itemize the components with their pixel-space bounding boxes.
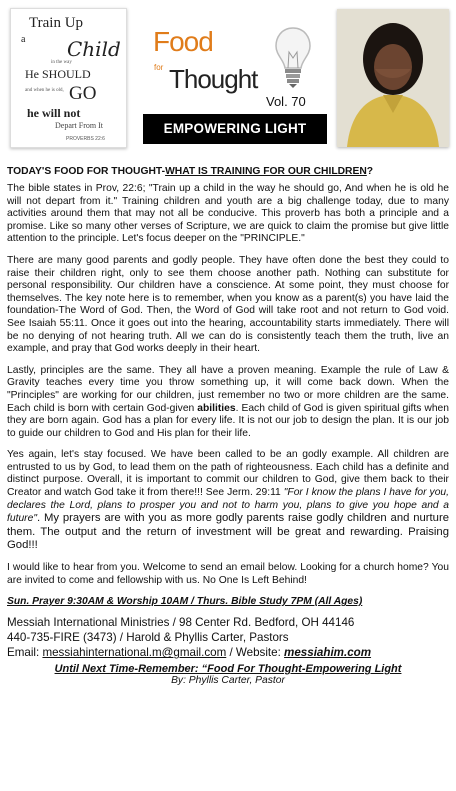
signoff: Until Next Time-Remember: “Food For Thought-Empowering Light bbox=[54, 663, 402, 676]
volume-number: Vol. 70 bbox=[266, 94, 306, 109]
paragraph-3 bbox=[7, 365, 449, 441]
proverb-image bbox=[10, 8, 127, 148]
service-schedule: Sun. Prayer 9:30AM & Worship 10AM / Thurs. Bible Study 7PM (All Ages) bbox=[7, 596, 363, 608]
paragraph-3-part-c: . Each child of God is given spiritual gifts when they are born again. God has a plan for every life. It is not our job to design the plan. It is our job to guide our children to God and His plan for their life. bbox=[7, 402, 449, 439]
lightbulb-icon bbox=[272, 24, 314, 90]
brand-for: for bbox=[154, 63, 164, 72]
headline-lead: TODAY'S FOOD FOR THOUGHT- bbox=[7, 166, 166, 177]
pastor-photo bbox=[337, 9, 449, 147]
website-link[interactable]: messiahim.com bbox=[284, 646, 372, 660]
proverb-line-child: Child bbox=[67, 37, 121, 61]
email-link[interactable]: messiahinternational.m@gmail.com bbox=[42, 646, 227, 660]
paragraph-4 bbox=[7, 449, 449, 553]
proverb-line-go: GO bbox=[69, 83, 97, 104]
website-label: / Website: bbox=[226, 646, 285, 660]
byline: By: Phyllis Carter, Pastor bbox=[171, 675, 285, 687]
brand-thought: Thought bbox=[169, 64, 258, 94]
contact-phone-pastors: 440-735-FIRE (3473) / Harold & Phyllis Carter, Pastors bbox=[7, 631, 289, 645]
proverb-line-a: a bbox=[21, 34, 26, 45]
paragraph-1: The bible states in Prov, 22:6; "Train up a child in the way he should go, And when he is old he will not depart from it." Training children and youth are a big challenge today, due to many activities around them that may not all be conducive. This proverb has both a principle and a promise. Like so many other verses of Scripture, we are quick to claim the promise but give little attention to the principle. Let's focus deeper on the "PRINCIPLE." bbox=[7, 183, 449, 245]
contact-email-website bbox=[7, 645, 449, 660]
paragraph-3-abilities: abilities bbox=[197, 402, 236, 414]
brand-food: Food bbox=[153, 26, 213, 57]
proverb-line-will-not: he will not bbox=[27, 106, 81, 120]
paragraph-5: I would like to hear from you. Welcome to send an email below. Looking for a church home? You are invited to come and fellowship with us. No One Is Left Behind! bbox=[7, 562, 449, 586]
paragraph-2: There are many good parents and godly people. They have often done the best they could to raise their children right, only to see them choose another path. Nothing can substitute for personal responsibility. Our children have a conscience. At some point, they must choose for themselves. The key note here is to remember, when you know as a parent(s) you have laid the foundation-The Word of God. Then, the Word of God will take root and not return to God void. See Isaiah 55:11. Once it goes out into the hearing, accountability starts immediately. There will be no denying of not hearing truth. All we can do is consistently teach them the truth, live an example, and pray that God works deeply in their heart. bbox=[7, 254, 449, 355]
headline-tail: ? bbox=[366, 166, 374, 177]
paragraph-4-part-b: . My prayers are with you as more godly parents raise godly children and nurture them. The output and the return of investment will be great and rewarding. Praising God!!! bbox=[7, 512, 449, 552]
proverb-line-depart: Depart From It bbox=[55, 121, 103, 130]
contact-address: Messiah International Ministries / 98 Center Rd. Bedford, OH 44146 bbox=[7, 616, 355, 630]
email-label: Email: bbox=[7, 646, 43, 660]
header bbox=[0, 0, 456, 158]
paragraph-4-part-a: Yes again, let's stay focused. We have been called to be an godly example. All children are entrusted to us by God, to lead them on the path of righteousness. Each child has a definite and distinct purpose. Overall, it is important to commit our children to God, give them back to their Creator and watch God take it from there!!! See Jerm. 29:11 bbox=[7, 449, 449, 499]
proverb-line-should: He SHOULD bbox=[25, 67, 91, 81]
paragraph-3-part-a: Lastly, principles are the same. They all have a proven meaning. Example the rule of Law & Gravity teaches every time you throw something up, it will come back down. When the "Principles" are working for our children, just remember no two or more children are the same. Each child is born with certain God-given bbox=[7, 364, 449, 414]
empowering-light-banner: EMPOWERING LIGHT bbox=[143, 114, 327, 144]
paragraph-4-scripture-quote: "For I know the plans I have for you, declares the Lord, plans to prosper you and not to harm you, plans to give you hope and a future" bbox=[7, 487, 450, 525]
proverb-reference: PROVERBS 22:6 bbox=[66, 136, 105, 142]
proverb-line-in-the-way: in the way bbox=[51, 60, 72, 65]
brand-logo bbox=[140, 26, 260, 106]
proverb-line-and-when: and when he is old, bbox=[25, 88, 64, 93]
article-headline bbox=[7, 166, 449, 177]
article bbox=[7, 166, 449, 686]
headline-topic: WHAT IS TRAINING FOR OUR CHILDREN bbox=[165, 166, 367, 177]
proverb-line-train-up: Train Up bbox=[29, 15, 84, 31]
